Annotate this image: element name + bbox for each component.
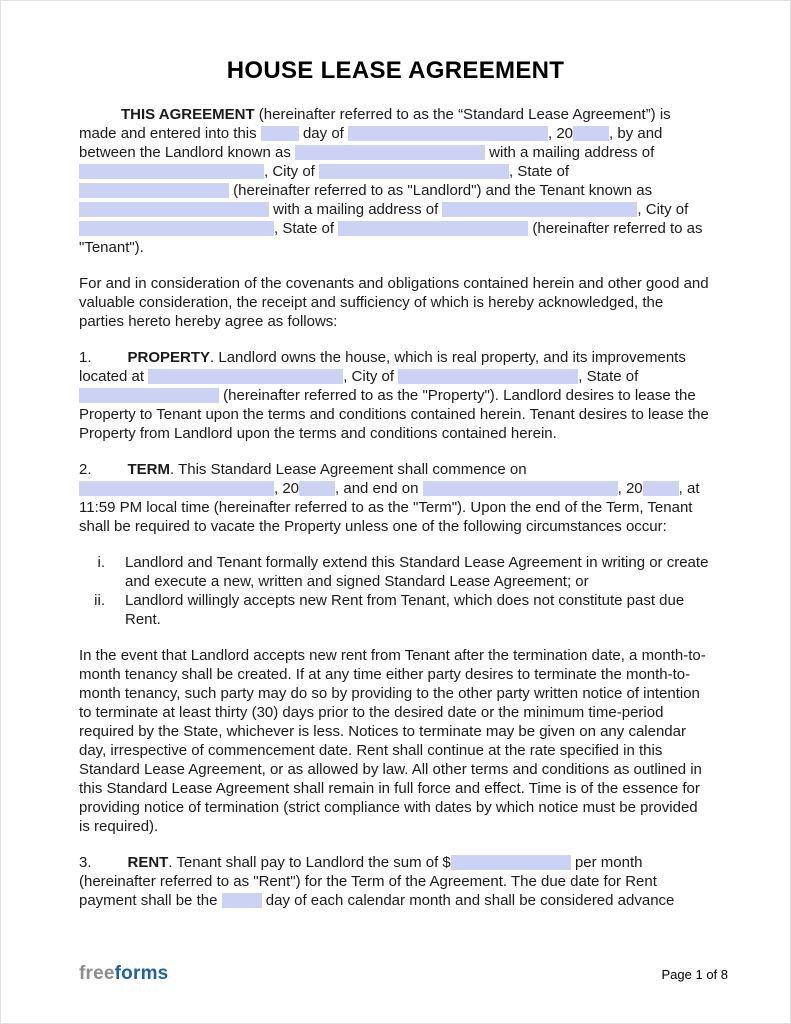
text-run: , City of — [264, 163, 320, 180]
text-run: For and in consideration of the covenants and obligations contained herein and other good and valuable consideration, the receipt and sufficiency of which is hereby acknowledged, the parties hereto hereby agree as follows: — [79, 275, 709, 330]
blank-end-year[interactable] — [643, 481, 679, 496]
blank-landlord-state[interactable] — [79, 183, 229, 198]
tab-space — [92, 473, 128, 474]
text-run: Landlord and Tenant formally extend this Standard Lease Agreement in writing or create and execute a new, written and signed Standard Lease Agreement; or — [125, 554, 709, 590]
list-marker: i. — [97, 554, 105, 571]
text-run: (hereinafter referred to as the “Standard Lease Agreement”) is made and entered into this — [79, 106, 671, 142]
text-run: day of — [298, 125, 348, 142]
document-body — [1, 85, 790, 910]
blank-rent-amount[interactable] — [451, 855, 571, 870]
text-run: In the event that Landlord accepts new rent from Tenant after the termination date, a month-to-month tenancy shall be created. If at any time either party desires to terminate the month-to-month tenancy, such party may do so by providing to the other party written notice of intention to terminate at least thirty (30) days prior to the desired date or the minimum time-period required by the State, whichever is less. Notices to terminate may be given on any calendar day, irrespective of commencement date. Rent shall continue at the rate specified in this Standard Lease Agreement, or as allowed by law. All other terms and conditions as outlined in this Standard Lease Agreement shall remain in full force and effect. Time is of the essence for providing notice of termination (strict compliance with dates by which notice must be provided is required). — [79, 647, 706, 835]
page-footer — [79, 963, 728, 985]
tab-space — [92, 866, 128, 867]
document-title: HOUSE LEASE AGREEMENT — [226, 57, 565, 84]
blank-landlord-city[interactable] — [319, 164, 509, 179]
section-3-rent — [79, 853, 712, 910]
list-item-text — [125, 554, 708, 590]
bold-text-run: THIS AGREEMENT — [121, 106, 259, 123]
text-run: , 20 — [617, 480, 643, 497]
text-run: Landlord willingly accepts new Rent from Tenant, which does not constitute past due Rent. — [125, 592, 685, 628]
text-run: . Landlord owns the house, which is real property, and its improvements located at — [79, 349, 686, 385]
blank-execution-year[interactable] — [573, 126, 609, 141]
text-run: 3. — [79, 854, 92, 871]
blank-property-address[interactable] — [148, 369, 343, 384]
consideration-paragraph — [79, 274, 712, 331]
blank-start-year[interactable] — [299, 481, 335, 496]
text-run: (hereinafter referred to as "Tenant"). — [79, 220, 703, 256]
text-run: . This Standard Lease Agreement shall commence on — [170, 461, 527, 478]
text-run: , 20 — [274, 480, 300, 497]
text-run: , at 11:59 PM local time (hereinafter referred to as the "Term"). Upon the end of the Term, Tenant shall be required to vacate the Property unless one of the following circumstances occur: — [79, 480, 700, 535]
text-run: , State of — [578, 368, 639, 385]
freeforms-logo — [79, 963, 168, 985]
page-number: Page 1 of 8 — [661, 967, 728, 982]
blank-tenant-name[interactable] — [79, 202, 269, 217]
list-item — [79, 553, 712, 591]
blank-tenant-state[interactable] — [338, 221, 528, 236]
text-run: 2. — [79, 461, 92, 478]
blank-tenant-address[interactable] — [442, 202, 637, 217]
blank-property-state[interactable] — [79, 388, 219, 403]
section-2-term — [79, 460, 712, 536]
bold-text-run: PROPERTY — [127, 349, 211, 366]
text-run: , and end on — [335, 480, 423, 497]
text-run: 1. — [79, 349, 92, 366]
blank-execution-month[interactable] — [348, 126, 548, 141]
section-1-property — [79, 348, 712, 443]
text-run: day of each calendar month and shall be considered advance — [261, 892, 675, 909]
text-run: , State of — [274, 220, 339, 237]
blank-execution-day[interactable] — [261, 126, 299, 141]
term-circumstances-list — [79, 553, 712, 629]
logo-free-text: free — [79, 963, 115, 984]
text-run: with a mailing address of — [484, 144, 655, 161]
blank-end-date[interactable] — [423, 481, 618, 496]
blank-start-date[interactable] — [79, 481, 274, 496]
blank-rent-due-day[interactable] — [222, 893, 262, 908]
tab-space — [79, 118, 121, 119]
bold-text-run: TERM — [127, 461, 171, 478]
list-item-text — [125, 592, 684, 628]
text-run: with a mailing address of — [269, 201, 443, 218]
list-item — [79, 591, 712, 629]
blank-tenant-city[interactable] — [79, 221, 274, 236]
intro-paragraph — [79, 105, 712, 257]
blank-landlord-name[interactable] — [295, 145, 485, 160]
blank-landlord-address[interactable] — [79, 164, 264, 179]
text-run: per month (hereinafter referred to as "Rent") for the Term of the Agreement. The due date for Rent payment shall be the — [79, 854, 657, 909]
text-run: . Tenant shall pay to Landlord the sum of $ — [168, 854, 451, 871]
text-run: , State of — [509, 163, 570, 180]
blank-property-city[interactable] — [398, 369, 578, 384]
bold-text-run: RENT — [127, 854, 169, 871]
list-marker: ii. — [94, 592, 105, 609]
logo-forms-text: forms — [114, 963, 169, 984]
text-run: , by and between the Landlord known as — [79, 125, 663, 161]
holdover-paragraph — [79, 646, 712, 836]
text-run: , City of — [343, 368, 399, 385]
text-run: (hereinafter referred to as "Landlord") and the Tenant known as — [229, 182, 653, 199]
text-run: (hereinafter referred to as the "Property"). Landlord desires to lease the Property to Tenant upon the terms and conditions contained herein. Tenant desires to lease the Property from Landlord upon the terms and conditions contained herein. — [79, 387, 709, 442]
text-run: , 20 — [548, 125, 574, 142]
text-run: , City of — [637, 201, 689, 218]
tab-space — [92, 361, 128, 362]
